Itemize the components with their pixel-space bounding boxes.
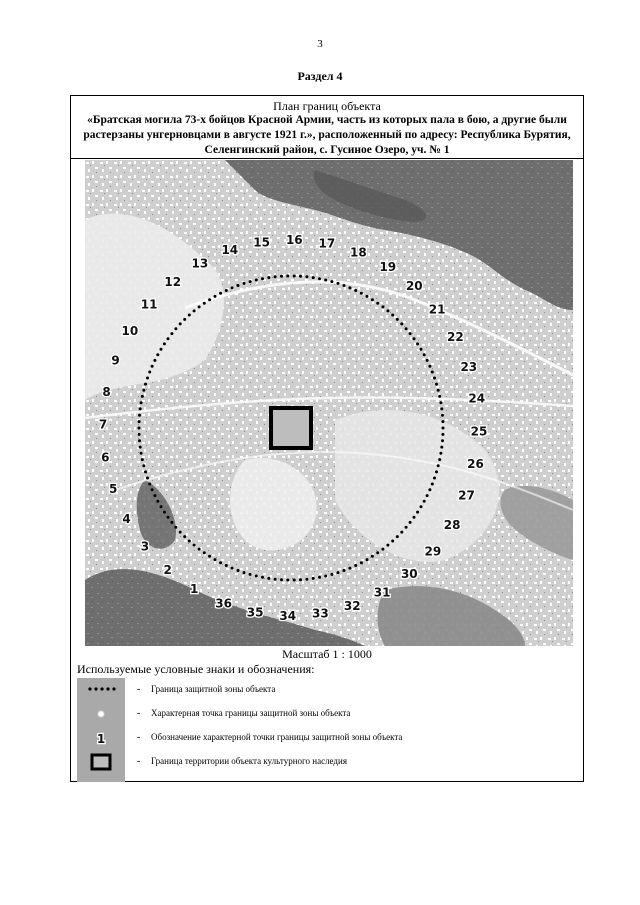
boundary-dot [198,548,201,551]
boundary-dot [163,511,166,514]
boundary-dot [163,342,166,345]
boundary-dot [138,427,141,430]
boundary-dot [433,477,436,480]
boundary-dot [280,275,283,278]
boundary-dot [337,282,340,285]
legend-dash: - [137,684,141,695]
boundary-dot [431,371,434,374]
legend-text: Обозначение характерной точки границы защитной зоны объекта [151,732,403,742]
boundary-dot [416,342,419,345]
boundary-dot [141,458,144,461]
boundary-dot [153,494,156,497]
point-dot-icon [77,702,125,726]
boundary-dot [138,439,141,442]
boundary-point-label: 33 [312,606,329,621]
boundary-dot [219,561,222,564]
boundary-dot [198,305,201,308]
boundary-dot [305,578,308,581]
boundary-dot [214,558,217,561]
boundary-dot [405,327,408,330]
boundary-dot [330,280,333,283]
boundary-dot [337,571,340,574]
boundary-point-label: 17 [318,236,336,251]
boundary-dot [438,458,441,461]
boundary-dot [431,483,434,486]
boundary-dot [286,579,289,582]
legend-item-zone-boundary [77,678,557,702]
boundary-dot [439,452,442,455]
boundary-point-label: 28 [443,517,461,532]
boundary-dot [428,365,431,368]
map-image [85,160,573,646]
boundary-dot [280,578,283,581]
plan-title: План границ объекта [273,99,381,113]
legend-text: Характерная точка границы защитной зоны объекта [151,708,351,718]
boundary-dot [274,275,277,278]
boundary-dot [330,573,333,576]
boundary-dot [371,298,374,301]
boundary-dot [243,571,246,574]
boundary-dot [381,305,384,308]
boundary-dot [299,275,302,278]
boundary-point-label: 26 [467,456,484,471]
boundary-point-label: 2 [163,562,172,577]
boundary-point-label: 10 [121,324,139,339]
boundary-dot [299,578,302,581]
boundary-point-label: 25 [470,424,488,439]
legend-point-label: 1 [96,732,106,746]
boundary-dot [138,420,141,423]
boundary-dot [138,433,141,436]
boundary-point-label: 19 [379,259,397,274]
boundary-dot [360,561,363,564]
map-svg [85,160,573,646]
boundary-dot [318,576,321,579]
map-scale: Масштаб 1 : 1000 [282,647,372,661]
boundary-point-label: 4 [122,512,131,527]
boundary-point-label: 31 [373,585,391,600]
boundary-point-label: 29 [424,544,442,559]
boundary-point-label: 7 [98,417,108,432]
boundary-dot [405,526,408,529]
plan-frame [70,95,584,782]
boundary-dot [423,353,426,356]
boundary-dot [420,505,423,508]
boundary-point-label: 15 [253,235,270,250]
boundary-dot [293,275,296,278]
boundary-dot [441,414,444,417]
boundary-point-label: 6 [101,450,110,465]
boundary-dot [441,433,444,436]
boundary-dot [174,327,177,330]
boundary-dot [255,575,258,578]
boundary-dot [179,322,182,325]
boundary-dot [261,576,264,579]
boundary-dot [267,577,270,580]
boundary-dot [366,558,369,561]
boundary-dot [255,279,258,282]
object-name: «Братская могила 73-х бойцов Красной Армии, часть из которых пала в бою, а другие были растерзаны унгерновцами в августе 1921 г.», расположенный по адресу: Республика Бурятия, Селенгинский район, с. Гусиное Озеро, уч. № 1 [83,114,571,156]
boundary-dot [151,365,154,368]
legend-title: Используемые условные знаки и обозначения: [77,662,315,676]
boundary-dot [381,548,384,551]
boundary-dot [174,526,177,529]
boundary-dot [179,531,182,534]
boundary-point-label: 12 [164,274,182,289]
legend-item-boundary-point [77,702,557,726]
boundary-dot [376,302,379,305]
section-title: Раздел 4 [297,69,343,83]
boundary-dot [440,446,443,449]
boundary-point-label: 22 [447,329,464,344]
boundary-dot [371,555,374,558]
boundary-dot [160,505,163,508]
boundary-dot [140,452,143,455]
boundary-dot [203,302,206,305]
boundary-point-label: 36 [215,596,232,611]
boundary-dot [183,535,186,538]
boundary-dot [170,521,173,524]
boundary-dot [360,292,363,295]
boundary-point-label: 23 [460,359,478,374]
boundary-dot [438,395,441,398]
boundary-dot [312,577,315,580]
boundary-dot [428,488,431,491]
plan-header [71,96,583,159]
boundary-dot [160,348,163,351]
boundary-dot [348,567,351,570]
boundary-dot [156,353,159,356]
boundary-dot [305,275,308,278]
boundary-dot [249,280,252,283]
boundary-dot [144,470,147,473]
boundary-dot [318,277,321,280]
boundary-dot [435,470,438,473]
boundary-point-label: 35 [246,605,264,620]
boundary-dot [354,289,357,292]
boundary-point-label: 27 [458,488,475,503]
boundary-dot [170,332,173,335]
boundary-dot [366,295,369,298]
boundary-dot [274,578,277,581]
square-outline-icon [77,750,125,774]
boundary-dot [153,359,156,362]
boundary-dot [324,575,327,578]
boundary-point-label: 11 [140,297,158,312]
boundary-dot [409,521,412,524]
boundary-dot [183,318,186,321]
boundary-dot [142,464,145,467]
boundary-dot [439,401,442,404]
boundary-dot [391,314,394,317]
boundary-dot [293,579,296,582]
point-label-icon [77,726,125,750]
boundary-dot [219,292,222,295]
legend-text: Граница территории объекта культурного наследия [151,756,347,766]
boundary-dot [413,516,416,519]
boundary-dot [140,401,143,404]
boundary-dot [391,540,394,543]
boundary-point-label: 14 [221,243,239,258]
boundary-point-label: 8 [102,385,111,400]
boundary-point-label: 21 [428,302,446,317]
boundary-dot [151,488,154,491]
boundary-dot [400,531,403,534]
page-number: 3 [317,38,323,50]
boundary-dot [188,540,191,543]
boundary-dot [440,407,443,410]
boundary-dot [409,332,412,335]
boundary-dot [376,551,379,554]
boundary-dot [441,420,444,423]
boundary-point-label: 1 [190,582,199,597]
boundary-dot [442,427,445,430]
legend-item-point-label [77,726,557,750]
boundary-dot [146,377,149,380]
boundary-dot [208,298,211,301]
boundary-point-label: 20 [405,279,423,294]
boundary-dot [435,383,438,386]
boundary-dot [167,337,170,340]
boundary-dot [343,284,346,287]
boundary-dot [237,569,240,572]
boundary-dot [261,277,264,280]
boundary-dot [144,383,147,386]
legend-dash: - [137,756,141,767]
boundary-dot [249,573,252,576]
boundary-dot [148,371,151,374]
boundary-point-label: 30 [400,567,418,582]
dotted-line-icon [77,678,125,702]
boundary-dot [146,477,149,480]
boundary-dot [312,276,315,279]
legend-item-heritage-territory [77,750,557,774]
boundary-dot [231,567,234,570]
boundary-dot [208,555,211,558]
boundary-point-label: 16 [285,233,303,247]
boundary-dot [433,377,436,380]
boundary-dot [420,348,423,351]
boundary-dot [348,286,351,289]
legend-text: Граница защитной зоны объекта [151,684,276,694]
boundary-dot [214,295,217,298]
boundary-dot [231,286,234,289]
boundary-dot [142,389,145,392]
boundary-dot [203,551,206,554]
boundary-dot [423,500,426,503]
boundary-dot [141,395,144,398]
boundary-dot [437,464,440,467]
boundary-point-label: 24 [468,391,486,406]
boundary-dot [343,569,346,572]
boundary-dot [354,564,357,567]
boundary-dot [286,275,289,278]
boundary-dot [324,279,327,282]
boundary-dot [148,483,151,486]
boundary-dot [396,535,399,538]
boundary-dot [237,284,240,287]
boundary-point-label: 32 [343,598,361,613]
boundary-dot [139,407,142,410]
boundary-point-label: 3 [140,539,150,554]
object-territory-boundary [271,408,311,448]
boundary-dot [225,564,228,567]
boundary-dot [426,494,429,497]
boundary-dot [243,282,246,285]
boundary-dot [193,544,196,547]
boundary-point-label: 9 [111,353,120,368]
boundary-dot [193,309,196,312]
boundary-dot [138,414,141,417]
boundary-dot [188,314,191,317]
boundary-dot [167,516,170,519]
legend-dash: - [137,732,141,743]
boundary-dot [413,337,416,340]
boundary-dot [386,309,389,312]
boundary-dot [441,439,444,442]
boundary-point-label: 34 [279,609,297,623]
boundary-dot [225,289,228,292]
boundary-dot [396,318,399,321]
boundary-dot [139,446,142,449]
boundary-dot [267,276,270,279]
boundary-dot [400,322,403,325]
boundary-point-label: 18 [350,245,367,260]
legend-dash: - [137,708,141,719]
boundary-dot [416,511,419,514]
boundary-point-label: 13 [191,256,209,271]
boundary-dot [156,500,159,503]
boundary-dot [426,359,429,362]
boundary-dot [386,544,389,547]
boundary-dot [437,389,440,392]
boundary-point-label: 5 [109,482,118,497]
